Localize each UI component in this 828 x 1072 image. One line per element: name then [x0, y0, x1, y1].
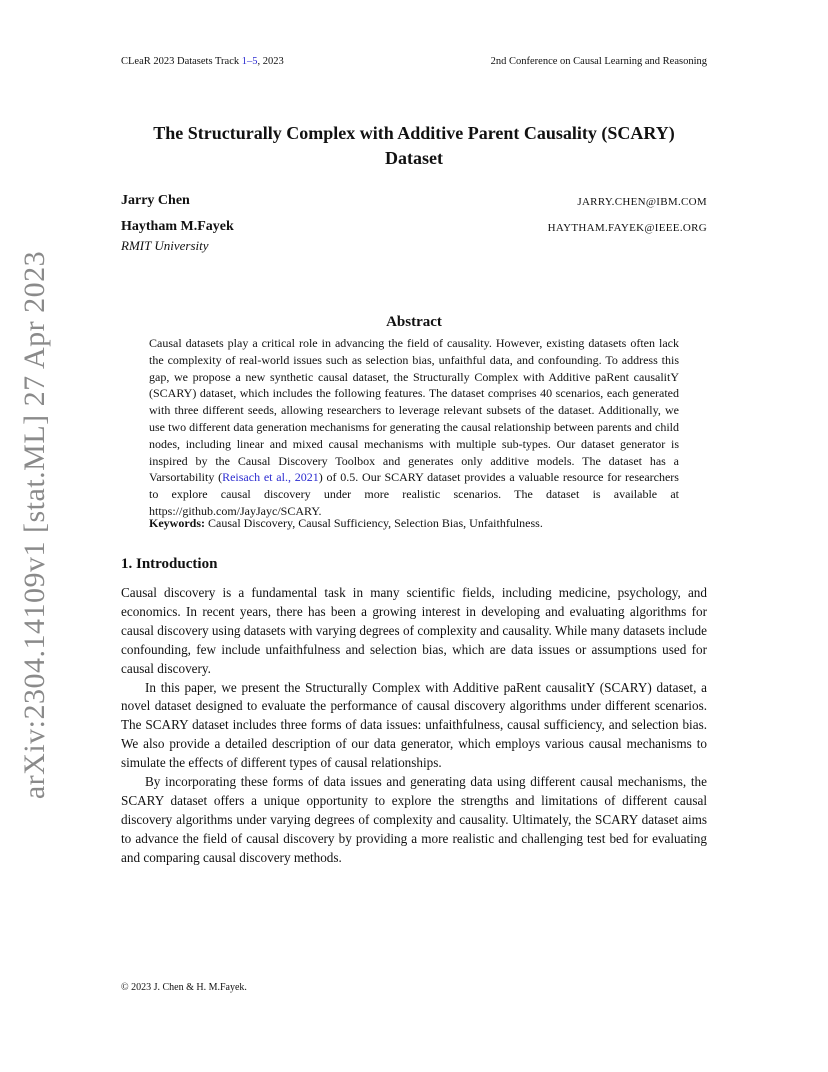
- keywords-line: [149, 516, 679, 531]
- paragraph-2: In this paper, we present the Structurally Complex with Additive paRent causalitY (SCARY) dataset, a novel dataset designed to evaluate the performance of causal discovery algorithms under different scenarios. The SCARY dataset includes three forms of data issues: unfaithfulness, causal sufficiency, and selection bias. We also provide a detailed description of our data generator, which employs various causal mechanisms to simulate the effects of different types of causal relationships.: [121, 679, 707, 771]
- author-affiliation: RMIT University: [121, 238, 209, 253]
- citation-link[interactable]: Reisach et al., 2021: [222, 470, 319, 485]
- running-header-left: [121, 56, 284, 67]
- arxiv-stamp: [13, 250, 57, 800]
- venue-year: , 2023: [257, 56, 284, 67]
- author-email-2[interactable]: HAYTHAM.FAYEK@IEEE.ORG: [547, 222, 707, 234]
- author-email-1[interactable]: JARRY.CHEN@IBM.COM: [577, 196, 707, 208]
- paragraph-3: By incorporating these forms of data issues and generating data using different causal mechanisms, the SCARY dataset offers a unique opportunity to explore the strengths and limitations of different causal discovery algorithms under varying degrees of complexity and causality. Ultimately, the SCARY dataset aims to advance the field of causal discovery by providing a more realistic and challenging test bed for evaluating and comparing causal discovery methods.: [121, 774, 707, 865]
- paragraph-1: Causal discovery is a fundamental task in many scientific fields, including medicine, psychology, and economics. In recent years, there has been a growing interest in developing and evaluating algorithms for causal discovery using datasets with varying degrees of complexity and causality. While many datasets include confounding, few include unfaithfulness and selection bias, which are data issues or assumptions used for causal discovery.: [121, 585, 707, 676]
- keywords-list: Causal Discovery, Causal Sufficiency, Selection Bias, Unfaithfulness.: [208, 516, 543, 530]
- arxiv-stamp-text: arXiv:2304.14109v1 [stat.ML] 27 Apr 2023: [18, 250, 51, 800]
- keywords-label: Keywords:: [149, 516, 205, 530]
- abstract-text-part-1: Causal datasets play a critical role in advancing the field of causality. However, existing datasets often lack the complexity of real-world issues such as selection bias, unfaithful data, and confounding. To address this gap, we propose a new synthetic causal dataset, the Structurally Complex with Additive paRent causalitY (SCARY) dataset, which includes the following features. The dataset comprises 40 scenarios, each generated with three different seeds, allowing researchers to leverage relevant subsets of the dataset. Additionally, we use two different data generation mechanisms for generating the causal relationship between parents and child nodes, including linear and mixed causal mechanisms with multiple sub-types. Our dataset generator is inspired by the Causal Discovery Toolbox and generates only additive models. The dataset has a Varsortability (: [149, 336, 679, 485]
- abstract-body: [149, 335, 679, 520]
- paper-title: [100, 121, 728, 171]
- abstract-text-part-2: ) of 0.5. Our SCARY dataset provides a valuable resource for researchers to explore causal discovery under more realistic scenarios. The dataset is available at https://github.com/JayJayc/SCARY.: [149, 470, 679, 518]
- author-name-1: Jarry Chen: [121, 193, 190, 208]
- running-header-right: 2nd Conference on Causal Learning and Reasoning: [490, 56, 707, 67]
- introduction-body: [121, 584, 707, 868]
- author-name-2: Haytham M.Fayek: [121, 219, 234, 234]
- title-line-1: The Structurally Complex with Additive Parent Causality (SCARY): [153, 123, 675, 143]
- page-range-link[interactable]: 1–5: [241, 56, 258, 67]
- venue-label: CLeaR 2023 Datasets Track: [121, 56, 240, 67]
- title-line-2: Dataset: [385, 148, 443, 168]
- copyright-footer: © 2023 J. Chen & H. M.Fayek.: [121, 982, 247, 993]
- abstract-heading: Abstract: [386, 314, 442, 330]
- section-heading: 1. Introduction: [121, 556, 218, 572]
